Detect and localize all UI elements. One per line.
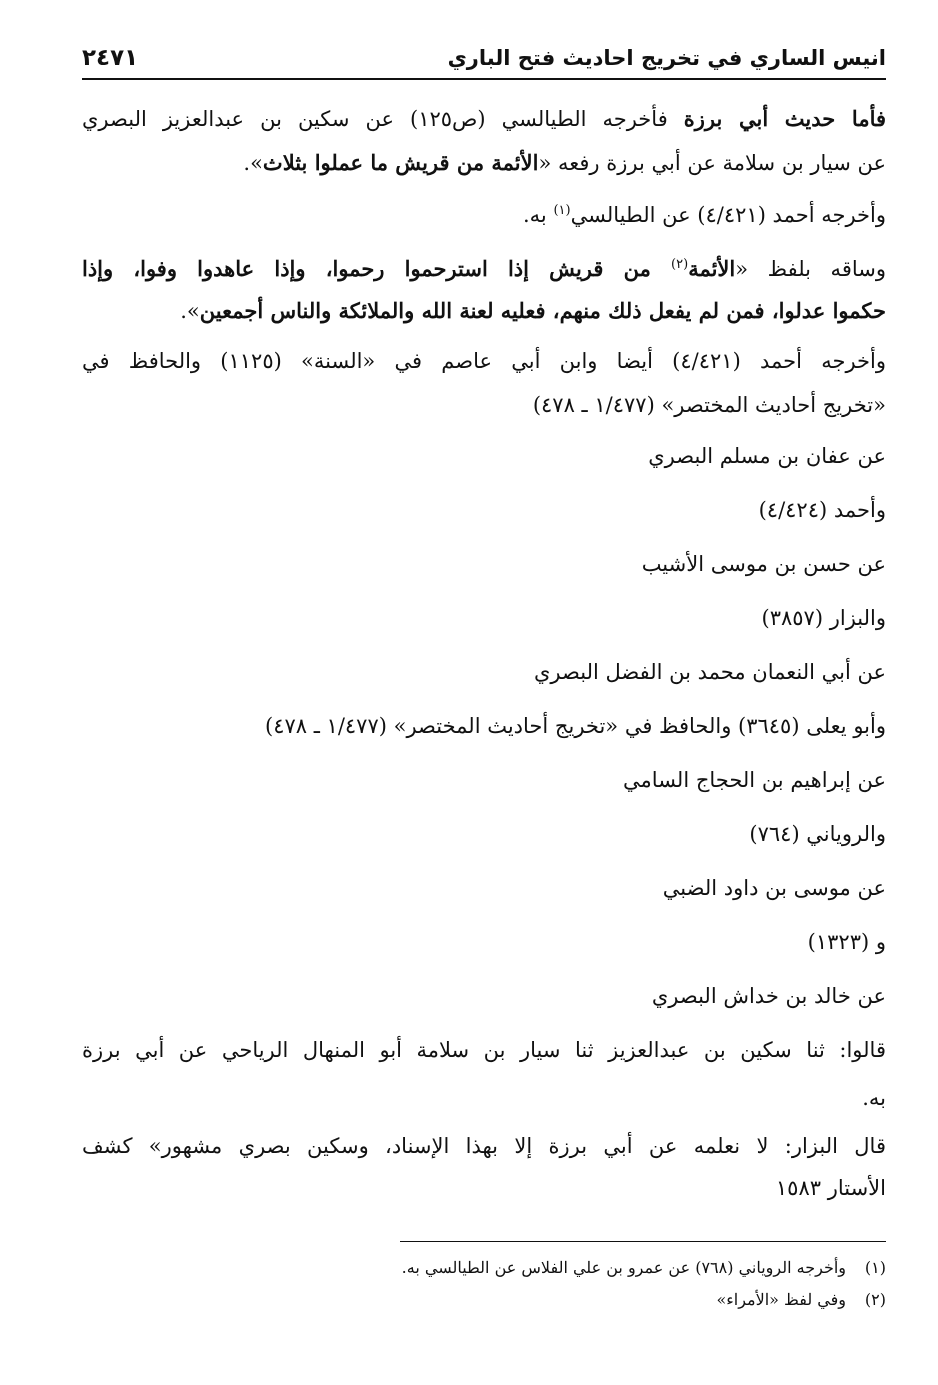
para1-line1: [82, 104, 886, 134]
bold-text: من قريش إذا استرحموا رحموا، وإذا عاهدوا وفوا، وإذا: [82, 256, 672, 281]
text-span: ».: [243, 151, 263, 175]
footnote-number: (١): [864, 1258, 886, 1277]
chain-line: عن خالد بن خداش البصري: [651, 984, 886, 1008]
chain-line: و (١٣٢٣): [807, 930, 886, 954]
bold-text: الأئمة: [688, 256, 736, 281]
para4-line1: وأخرجه أحمد (٤/٤٢١) أيضا وابن أبي عاصم في «السنة» (١١٢٥) والحافظ في: [82, 349, 886, 373]
chain-line: والروياني (٧٦٤): [749, 822, 886, 846]
text-span: فأخرجه الطيالسي (ص١٢٥) عن سكين بن عبدالعزيز البصري: [82, 107, 684, 131]
bold-text: الأئمة من قريش ما عملوا بثلاث: [262, 150, 539, 175]
bold-text: فأما حديث أبي برزة: [683, 106, 887, 131]
running-header: [82, 38, 886, 80]
text-span: عن سيار بن سلامة عن أبي برزة رفعه «: [538, 151, 886, 175]
footnote-ref: (٢): [671, 257, 689, 272]
chain-line: والبزار (٣٨٥٧): [761, 606, 886, 630]
book-title: انيس الساري في تخريج احاديث فتح الباري: [447, 46, 886, 70]
footnote-number: (٢): [864, 1290, 886, 1309]
footnote-divider: [400, 1241, 886, 1242]
chain-line: عن موسى بن داود الضبي: [662, 876, 886, 900]
chain-line: عن إبراهيم بن الحجاج السامي: [623, 768, 886, 792]
text-span: وساقه بلفظ «: [735, 257, 886, 281]
text-span: وأخرجه أحمد (٤/٤٢١) عن الطيالسي: [570, 203, 886, 227]
chain-line: عن عفان بن مسلم البصري: [648, 444, 886, 468]
chain-line: عن حسن بن موسى الأشيب: [641, 552, 886, 576]
para3-line2: [180, 296, 886, 326]
footnote: [402, 1256, 886, 1280]
para5-line1: قالوا: ثنا سكين بن عبدالعزيز ثنا سيار بن سلامة أبو المنهال الرياحي عن أبي برزة: [82, 1038, 886, 1062]
bold-text: حكموا عدلوا، فمن لم يفعل ذلك منهم، فعليه لعنة الله والملائكة والناس أجمعين: [199, 298, 886, 323]
page-number: ٢٤٧١: [82, 45, 139, 71]
para6-line1: قال البزار: لا نعلمه عن أبي برزة إلا بهذا الإسناد، وسكين بصري مشهور» كشف: [82, 1134, 886, 1158]
footnote-ref: (١): [553, 203, 571, 218]
para6-line2: الأستار ١٥٨٣: [775, 1176, 886, 1200]
para2: [523, 200, 886, 230]
chain-line: وأبو يعلى (٣٦٤٥) والحافظ في «تخريج أحاديث المختصر» (١/٤٧٧ ـ ٤٧٨): [264, 714, 886, 738]
para1-line2: [243, 148, 886, 178]
footnote: [716, 1288, 886, 1312]
chain-line: وأحمد (٤/٤٢٤): [758, 498, 886, 522]
footnote-text: وفي لفظ «الأمراء»: [716, 1290, 846, 1309]
text-span: به.: [522, 203, 554, 227]
footnote-text: وأخرجه الروياني (٧٦٨) عن عمرو بن علي الفلاس عن الطيالسي به.: [401, 1258, 846, 1277]
para4-line2: «تخريج أحاديث المختصر» (١/٤٧٧ ـ ٤٧٨): [532, 393, 886, 417]
chain-line: عن أبي النعمان محمد بن الفضل البصري: [534, 660, 886, 684]
para3-line1: [82, 254, 886, 284]
para5-line2: به.: [862, 1086, 886, 1110]
text-span: ».: [180, 299, 200, 323]
